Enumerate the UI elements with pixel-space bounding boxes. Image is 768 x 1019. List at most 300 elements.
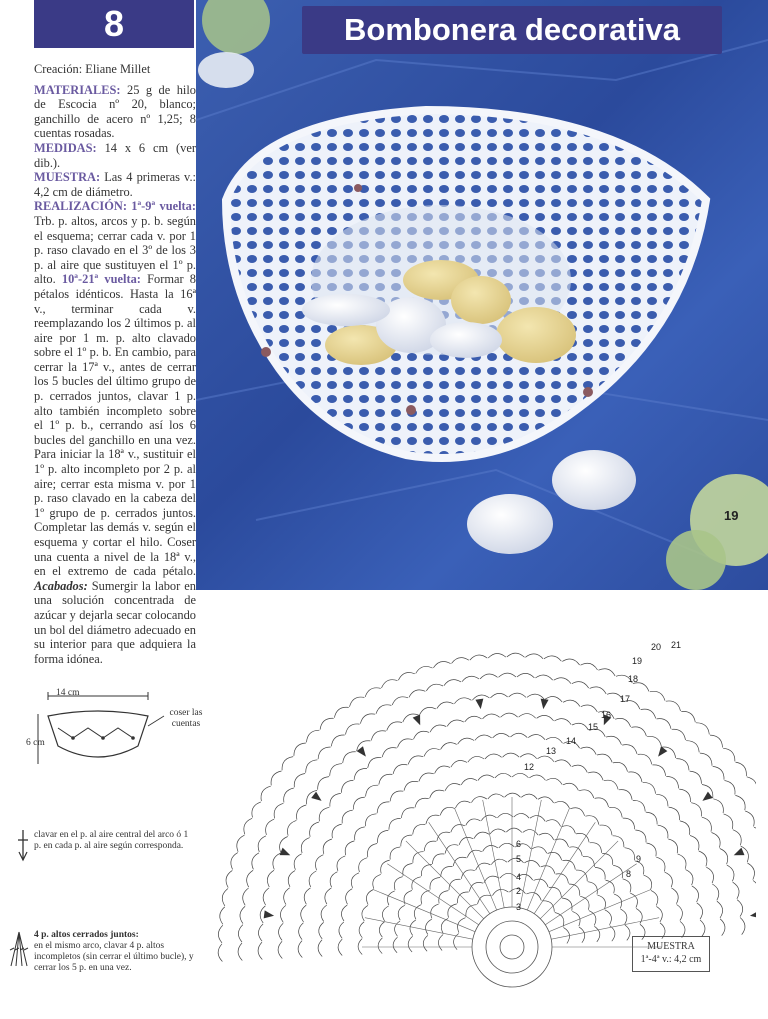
chain-arc [478, 775, 494, 780]
chain-arc [318, 940, 322, 957]
chain-arc [598, 895, 606, 909]
chain-arc [579, 790, 594, 798]
chain-arc [700, 753, 712, 766]
legend-stitch2 [34, 930, 204, 974]
legend-stitch1: clavar en el p. al aire central del arco ó 1 p. en cada p. al aire según corresponda. [34, 830, 189, 851]
chain-arc [319, 922, 324, 939]
height-label: 6 cm [26, 738, 45, 748]
chain-arc [301, 838, 309, 853]
chain-arc [613, 836, 624, 847]
chain-arc [554, 678, 571, 684]
bowl-photo-illustration [196, 0, 768, 590]
chain-arc [301, 905, 306, 922]
chain-arc [341, 780, 353, 792]
width-label: 14 cm [56, 688, 80, 698]
chain-arc [319, 807, 329, 821]
chain-arc [595, 798, 609, 807]
beads-label: coser las cuentas [169, 708, 203, 729]
chain-arc [346, 889, 353, 905]
cluster-mark [732, 848, 744, 859]
chain-arc [466, 819, 481, 826]
chain-arc [282, 757, 293, 771]
chain-arc [686, 870, 693, 886]
chain-arc [365, 814, 376, 826]
chain-arc [562, 898, 572, 911]
chain-arc [497, 813, 513, 818]
chain-arc [669, 807, 680, 820]
chain-arc [590, 843, 602, 853]
chain-arc [368, 758, 382, 768]
chain-arc [447, 720, 464, 726]
cluster-mark [475, 699, 484, 710]
chain-arc [546, 737, 563, 743]
chain-arc [337, 856, 345, 871]
legend-stitch2-title: 4 p. altos cerrados juntos: [34, 930, 139, 940]
chain-arc [588, 772, 603, 780]
round-number-label: 6 [516, 839, 522, 849]
sample-box-title: MUESTRA [647, 941, 695, 952]
chain-arc [267, 870, 274, 887]
stitch-spoke [534, 822, 595, 913]
chain-arc [435, 766, 451, 773]
stitch-spoke [520, 800, 542, 908]
chain-arc [470, 655, 488, 660]
chain-arc [625, 848, 635, 861]
chain-arc [315, 855, 323, 871]
chain-arc [720, 919, 725, 936]
chain-arc [426, 919, 432, 934]
pattern-number: 8 [34, 0, 194, 48]
chain-arc [252, 802, 261, 818]
bowl-photo [196, 0, 768, 590]
chain-arc [294, 854, 302, 870]
center-ring [486, 921, 538, 973]
round-number-label: 3 [516, 902, 522, 912]
chain-arc [445, 783, 460, 790]
chain-arc [697, 903, 703, 919]
chain-arc [325, 888, 331, 904]
chain-arc [706, 867, 713, 883]
chain-arc [480, 674, 498, 679]
chain-arc [537, 715, 554, 720]
chain-arc [666, 776, 678, 788]
chain-arc [633, 683, 649, 692]
chain-arc [367, 844, 377, 858]
chain-arc [420, 707, 436, 714]
chain-arc [619, 790, 632, 800]
chain-arc [437, 832, 450, 841]
chain-arc [445, 845, 458, 854]
chain-arc [481, 815, 496, 821]
chain-arc [651, 890, 658, 905]
crochet-chart [196, 592, 756, 1019]
chain-arc [735, 795, 745, 810]
chain-arc [692, 886, 699, 902]
cluster-mark [539, 699, 548, 710]
cluster-mark [357, 746, 369, 759]
round-number-label: 15 [588, 722, 599, 732]
chain-arc [426, 684, 443, 691]
chain-arc [503, 753, 520, 757]
sample-label: MUESTRA: [34, 170, 101, 185]
chain-arc [332, 824, 342, 838]
chain-arc [623, 879, 631, 893]
chain-arc [753, 881, 756, 898]
chain-arc [656, 906, 662, 922]
chain-arc [244, 818, 252, 834]
chain-arc [483, 714, 500, 719]
chain-arc [672, 888, 679, 904]
chain-arc [563, 927, 569, 943]
chain-arc [271, 771, 281, 785]
chain-arc [491, 859, 507, 864]
chain-arc [393, 764, 407, 773]
chain-arc [279, 923, 284, 940]
materials-paragraph [34, 83, 196, 667]
chain-arc [621, 909, 627, 924]
chain-arc [668, 839, 677, 853]
chain-arc [433, 661, 450, 667]
chain-arc [563, 700, 580, 706]
chain-arc [432, 854, 444, 864]
stitch-spoke [373, 890, 475, 932]
chain-arc [724, 814, 733, 829]
chain-arc [657, 719, 672, 729]
chain-arc [563, 783, 578, 790]
chain-arc [720, 849, 728, 865]
chain-arc [554, 719, 571, 725]
chain-arc [652, 765, 665, 776]
chain-arc [398, 739, 413, 748]
chain-arc [398, 905, 405, 920]
chain-arc [231, 853, 238, 870]
chain-arc [438, 935, 443, 951]
chain-arc [610, 926, 615, 942]
chain-arc [733, 830, 741, 846]
chain-arc [523, 830, 538, 835]
chain-arc [514, 813, 529, 818]
chain-arc [471, 797, 487, 803]
chain-arc [359, 922, 364, 938]
chain-arc [465, 716, 482, 722]
chain-arc [600, 825, 613, 835]
chain-arc [452, 658, 469, 664]
chain-arc [330, 872, 337, 888]
chain-arc [527, 694, 544, 699]
chain-arc [490, 829, 505, 834]
round-number-label: 16 [601, 710, 612, 720]
chain-arc [441, 743, 457, 750]
chain-arc [220, 907, 225, 925]
chain-arc [365, 688, 381, 697]
chain-arc [430, 725, 446, 732]
chain-arc [525, 654, 543, 659]
cluster-mark [264, 910, 275, 919]
chain-arc [360, 714, 375, 724]
work-part2-label: 10ª-21ª vuelta: [61, 272, 141, 287]
chain-arc [745, 811, 754, 826]
chain-arc [238, 943, 242, 961]
chain-arc [681, 711, 695, 722]
chain-arc [430, 878, 440, 890]
chain-arc [702, 817, 711, 832]
chain-arc [358, 939, 362, 955]
instructions-column [34, 62, 196, 672]
chain-arc [598, 669, 615, 676]
chain-arc [351, 873, 359, 888]
chain-arc [679, 789, 690, 802]
chain-arc [247, 870, 253, 887]
chain-arc [597, 754, 612, 762]
round-number-label: 18 [628, 674, 639, 684]
chain-arc [699, 851, 707, 866]
chain-arc [717, 901, 723, 918]
chain-arc [408, 936, 412, 952]
chain-arc [727, 865, 734, 881]
chain-arc [631, 727, 646, 736]
chain-arc [733, 882, 739, 899]
chain-arc [390, 791, 403, 801]
chain-arc [424, 749, 440, 757]
cluster-mark [700, 792, 713, 804]
chain-arc [615, 718, 631, 726]
chain-arc [297, 805, 307, 820]
chain-arc [572, 682, 589, 688]
slip-stitch-symbol-icon [16, 828, 30, 862]
chain-arc [555, 760, 571, 766]
cluster-mark [311, 792, 324, 804]
chain-arc [606, 736, 621, 744]
chain-arc [506, 828, 522, 832]
chain-arc [218, 925, 222, 943]
chain-arc [538, 756, 554, 762]
chain-arc [462, 676, 479, 681]
chain-arc [458, 738, 475, 744]
chain-arc [278, 941, 282, 958]
chain-arc [331, 735, 344, 746]
chain-arc [585, 816, 599, 825]
chain-arc [658, 825, 668, 838]
round-number-label: 9 [636, 854, 642, 864]
chain-arc [414, 731, 430, 739]
chain-arc [538, 797, 554, 803]
round-number-label: 12 [524, 762, 535, 772]
chain-arc [609, 807, 622, 817]
round-number-label: 8 [626, 869, 632, 879]
chain-arc [371, 731, 386, 741]
chain-arc [633, 800, 645, 811]
chain-arc [638, 754, 652, 764]
center-ring [500, 935, 524, 959]
chain-arc [640, 924, 645, 939]
finish-label: Acabados: [34, 578, 88, 593]
chain-arc [562, 659, 579, 665]
chain-arc [366, 890, 373, 905]
chain-arc [321, 905, 327, 921]
chain-arc [237, 835, 245, 852]
chain-arc [635, 830, 646, 842]
chain-arc [299, 923, 304, 940]
chain-arc [555, 839, 569, 847]
chain-arc [517, 673, 535, 677]
chain-arc [510, 733, 527, 737]
chain-arc [222, 889, 228, 906]
chain-arc [404, 891, 412, 905]
legend-stitch2-text: en el mismo arco, clavar 4 p. altos incompletos (sin cerrar el último bucle), y cerrar los 5 p. en una vez. [34, 941, 194, 973]
chain-arc [378, 938, 382, 954]
chain-arc [274, 803, 283, 818]
chain-arc [594, 926, 599, 942]
chain-arc [672, 729, 686, 740]
chain-arc [546, 778, 562, 784]
chain-arc [342, 810, 353, 823]
chain-arc [737, 900, 743, 917]
chain-arc [415, 798, 429, 807]
chain-arc [691, 803, 701, 817]
chain-arc [604, 780, 618, 789]
chain-arc [590, 687, 607, 694]
chain-arc [218, 944, 222, 962]
chain-arc [346, 724, 360, 735]
chain-arc [613, 762, 628, 771]
cluster-mark [749, 910, 756, 919]
cluster-stitch-symbol-icon [8, 930, 30, 970]
chain-arc [519, 714, 536, 719]
chain-arc [426, 815, 440, 824]
chain-arc [355, 827, 365, 840]
chain-arc [576, 870, 587, 881]
chain-arc [404, 781, 418, 790]
chain-arc [710, 735, 723, 747]
chain-arc [306, 760, 318, 773]
chain-arc [284, 888, 290, 905]
chain-arc [660, 923, 665, 939]
chain-arc [444, 680, 461, 686]
chain-arc [393, 937, 397, 953]
chain-arc [650, 691, 665, 700]
chain-arc [484, 876, 499, 883]
chain-arc [544, 656, 562, 661]
chain-arc [622, 745, 637, 754]
materials-label: MATERIALES: [34, 82, 121, 97]
chain-arc [334, 707, 348, 717]
chain-arc [529, 775, 545, 780]
chain-arc [307, 730, 320, 742]
work-part1-text: Trb. p. altos, arcos y p. b. según el esquema; cerrar cada v. por 1 p. raso clavado en el 3º de los 3 p. al aire que sustituyen el 1º p. alto. [34, 213, 196, 287]
chain-arc [581, 663, 598, 670]
chain-arc [588, 882, 598, 895]
chain-arc [238, 925, 242, 943]
round-number-label: 19 [632, 656, 643, 666]
chain-arc [680, 921, 685, 937]
chain-arc [512, 773, 528, 778]
chain-arc [495, 773, 511, 778]
chain-arc [475, 735, 492, 740]
chain-arc [606, 880, 615, 893]
sample-box-text: 1ª-4ª v.: 4,2 cm [640, 954, 702, 965]
chain-arc [740, 918, 745, 935]
chain-arc [490, 693, 507, 698]
chain-arc [309, 871, 316, 887]
stitch-spoke [387, 864, 478, 925]
chain-arc [382, 748, 397, 757]
measures-text: 14 x 6 cm (ver dib.). [34, 140, 196, 170]
chain-arc [378, 830, 389, 843]
chain-arc [401, 808, 414, 818]
chain-arc [318, 747, 331, 759]
chain-arc [499, 673, 517, 677]
chain-arc [304, 888, 310, 904]
chain-arc [646, 812, 657, 824]
chain-arc [338, 939, 342, 955]
chain-arc [509, 693, 526, 697]
chain-arc [419, 773, 434, 781]
chain-arc [677, 905, 683, 921]
chain-arc [226, 870, 232, 887]
finish-text: Sumergir la labor en una solución concentrada de azúcar y dejarla secar colocando un bol del diámetro adecuado en su interior para que adquiera la forma idónea. [34, 578, 196, 666]
chain-arc [263, 888, 269, 905]
chain-arc [448, 904, 457, 918]
chain-arc [382, 680, 398, 688]
chain-arc [572, 723, 588, 730]
chain-arc [478, 895, 492, 904]
chain-arc [579, 927, 585, 943]
chain-arc [323, 839, 332, 854]
chain-arc [680, 821, 690, 835]
chain-arc [258, 942, 262, 959]
chain-arc [647, 736, 661, 746]
chain-arc [359, 858, 368, 872]
chain-arc [413, 824, 426, 834]
chain-arc [488, 653, 506, 658]
chain-arc [469, 883, 483, 892]
chain-arc [459, 837, 473, 845]
chain-arc [430, 790, 445, 798]
chain-arc [686, 741, 699, 753]
chain-arc [524, 861, 539, 867]
chain-arc [712, 833, 721, 848]
chain-arc [483, 845, 498, 851]
chain-arc [389, 818, 401, 829]
chain-arc [350, 697, 365, 707]
chain-arc [535, 675, 552, 680]
chain-arc [500, 873, 516, 878]
chain-arc [266, 819, 274, 835]
work-part2-text: Formar 8 pétalos idénticos. Hasta la 16ª v., terminar cada v. reemplazando los 2 últimos p. al aire por 1 m. p. alto clavado sobre el 1º p. b. En cambio, para cerrar la 17ª v., antes de cerrar los 5 bucles del último grupo de p. cerrados juntos, clavar 1 p. alto también incompleto sobre el 1º p. b., cerrando así los 6 bucles del ganchillo en una vez. Para iniciar la 18ª v., sustituir el 1º p. alto incompleto por 2 p. al aire; cerrar esta misma v. por 1 p. raso clavado en la cabeza del 1º grupo de p. cerrados juntos. Completar las demás v. según el esquema y cortar el hilo. Coser una cuenta a nivel de la 18ª v., en el extremo de cada pétalo. [34, 272, 196, 579]
chain-arc [643, 783, 656, 794]
chain-arc [294, 743, 306, 756]
chain-arc [421, 890, 430, 904]
chain-arc [366, 785, 379, 796]
round-number-label: 14 [566, 736, 577, 746]
chain-arc [754, 827, 756, 843]
chain-arc [341, 905, 347, 921]
round-number-label: 13 [546, 746, 557, 756]
cluster-mark [655, 746, 667, 759]
chain-arc [318, 777, 329, 790]
page-number: 19 [724, 508, 739, 523]
chain-arc [395, 921, 400, 936]
chain-arc [713, 766, 724, 779]
chain-arc [354, 768, 367, 779]
chain-arc [623, 818, 635, 829]
work-label: REALIZACIÓN: [34, 199, 127, 214]
chain-arc [468, 756, 484, 762]
chain-arc [441, 918, 448, 933]
chain-arc [353, 797, 365, 809]
chain-arc [539, 833, 554, 840]
chain-arc [409, 690, 425, 697]
